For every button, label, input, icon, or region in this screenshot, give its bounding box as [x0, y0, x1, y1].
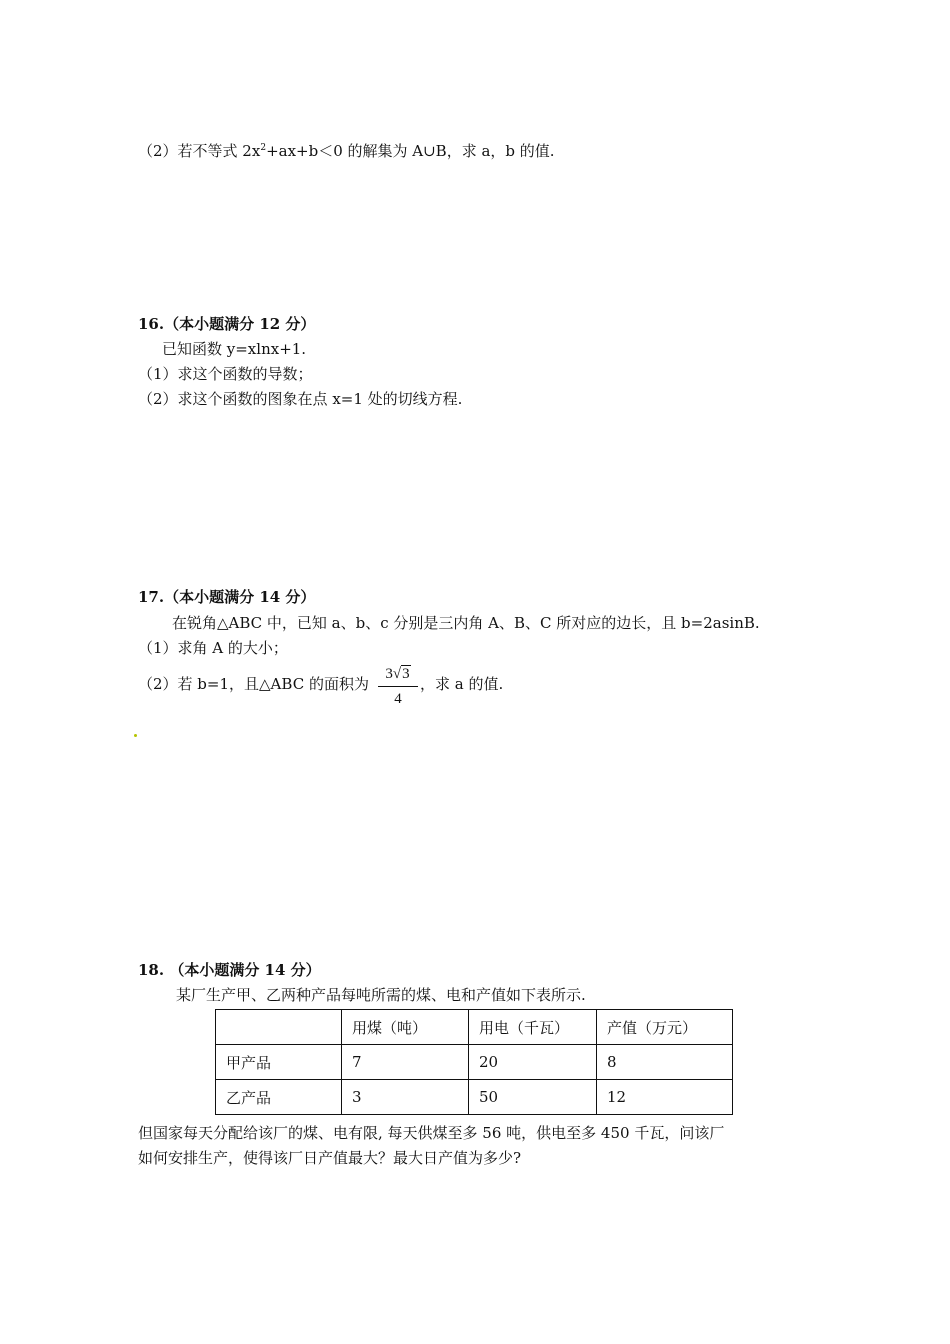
- table-header-cell: 用电（千瓦）: [469, 1010, 597, 1045]
- q18-data-table: [215, 1009, 733, 1115]
- q17-fraction-radicand: 3: [402, 666, 410, 682]
- table-row: [216, 1080, 733, 1115]
- table-cell: 20: [469, 1045, 597, 1080]
- q17-area-fraction: [378, 664, 418, 709]
- q17-header: 17.（本小题满分 14 分）: [138, 588, 316, 606]
- table-cell: 7: [342, 1045, 469, 1080]
- table-header-row: [216, 1010, 733, 1045]
- q18-text-line1: 但国家每天分配给该厂的煤、电有限, 每天供煤至多 56 吨，供电至多 450 千瓦，问该厂: [138, 1124, 725, 1142]
- q16-part1: （1）求这个函数的导数；: [138, 365, 313, 383]
- q16-header: 16.（本小题满分 12 分）: [138, 315, 316, 333]
- stray-mark-dot: [134, 734, 137, 737]
- table-header-cell: [216, 1010, 342, 1045]
- table-cell: 乙产品: [216, 1080, 342, 1115]
- table-header-cell: 用煤（吨）: [342, 1010, 469, 1045]
- q15-part2-prefix: （2）若不等式 2x: [138, 142, 261, 160]
- q18-stem: 某厂生产甲、乙两种产品每吨所需的煤、电和产值如下表所示.: [176, 986, 586, 1004]
- q18-header: 18. （本小题满分 14 分）: [138, 961, 321, 979]
- q17-part1: （1）求角 A 的大小；: [138, 639, 288, 657]
- q17-fraction-numerator: 3√3: [378, 664, 418, 687]
- q15-part2: [138, 141, 555, 161]
- q15-part2-suffix: +ax+b＜0 的解集为 A∪B，求 a，b 的值.: [266, 142, 555, 160]
- q17-part2-prefix: （2）若 b=1，且△ABC 的面积为: [138, 675, 369, 693]
- q17-stem: 在锐角△ABC 中，已知 a、b、c 分别是三内角 A、B、C 所对应的边长，且 b=2asinB.: [172, 614, 760, 632]
- q17-part2-suffix: ，求 a 的值.: [420, 675, 504, 693]
- table-cell: 8: [597, 1045, 733, 1080]
- q16-part2: （2）求这个函数的图象在点 x=1 处的切线方程.: [138, 390, 463, 408]
- q18-text-line2: 如何安排生产，使得该厂日产值最大？最大日产值为多少?: [138, 1149, 522, 1167]
- table-cell: 甲产品: [216, 1045, 342, 1080]
- table-row: [216, 1045, 733, 1080]
- q16-stem: 已知函数 y=xlnx+1.: [162, 340, 307, 358]
- table-cell: 12: [597, 1080, 733, 1115]
- table-cell: 3: [342, 1080, 469, 1115]
- q17-fraction-coef: 3: [385, 666, 393, 682]
- q15-part2-exponent: 2: [260, 143, 267, 153]
- table-cell: 50: [469, 1080, 597, 1115]
- table-header-cell: 产值（万元）: [597, 1010, 733, 1045]
- q17-fraction-denominator: 4: [394, 691, 402, 707]
